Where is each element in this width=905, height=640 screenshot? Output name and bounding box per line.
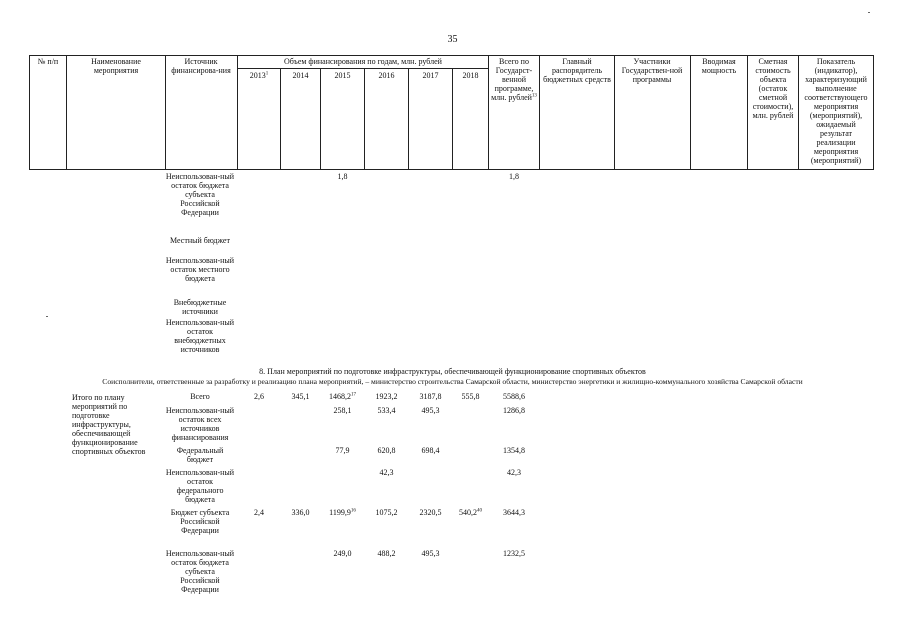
value-2015: 1,8 (337, 172, 348, 181)
plan-source-cell: Всего (190, 392, 210, 401)
header-volume: Объем финансирования по годам, млн. рублей (284, 57, 442, 66)
plan-value-y2013: 2,6 (254, 392, 264, 401)
plan-value-y2014: 336,0 (291, 508, 310, 517)
header-year-2013: 2013$^1$ (249, 71, 269, 80)
source-cell: Местный бюджет (170, 236, 230, 245)
header-capacity: Вводимая мощность (701, 57, 737, 75)
header-total: Всего по Государст-венной программе, млн. рублей$^{13}$ (491, 57, 537, 102)
plan-value-y2017: 495,3 (421, 549, 440, 558)
plan-value-y2017: 2320,5 (419, 508, 442, 517)
scan-speck (868, 12, 870, 13)
plan-value-y2016: 488,2 (377, 549, 396, 558)
header-source: Источник финансирова-ния (171, 57, 231, 75)
value-total: 1,8 (509, 172, 519, 181)
plan-value-y2015: 1468,2$^{17}$ (329, 392, 356, 401)
header-name: Наименование мероприятия (91, 57, 141, 75)
plan-value-y2014: 345,1 (291, 392, 310, 401)
plan-value-total: 1286,8 (503, 406, 525, 415)
plan-value-y2017: 3187,8 (419, 392, 442, 401)
header-manager: Главный распорядитель бюджетных средств (543, 57, 611, 84)
plan-value-total: 1232,5 (503, 549, 525, 558)
header-participants: Участники Государствен-ной программы (621, 57, 683, 84)
plan-value-y2013: 2,4 (254, 508, 264, 517)
plan-source-cell: Неиспользован-ный остаток бюджета субъекта Российской Федерации (165, 549, 235, 594)
plan-value-y2015: 77,9 (335, 446, 350, 455)
plan-source-cell: Бюджет субъекта Российской Федерации (170, 508, 230, 535)
plan-source-cell: Неиспользован-ный остаток федерального бюджета (165, 468, 235, 504)
scan-speck (46, 316, 48, 317)
plan-value-y2016: 533,4 (377, 406, 396, 415)
plan-value-y2017: 495,3 (421, 406, 440, 415)
header-year-2016: 2016 (378, 71, 395, 80)
header-year-2018: 2018 (462, 71, 479, 80)
plan-value-total: 1354,8 (503, 446, 525, 455)
plan-value-y2015: 258,1 (333, 406, 352, 415)
header-year-2014: 2014 (292, 71, 309, 80)
plan-name: Итого по плану мероприятий по подготовке инфраструктуры, обеспечивающей функционирование спортивных объектов (72, 393, 146, 456)
header-cost: Сметная стоимость объекта (остаток сметной стоимости), млн. рублей (752, 57, 794, 120)
source-cell: Неиспользован-ный остаток внебюджетных источников (165, 318, 235, 354)
source-cell: Неиспользован-ный остаток местного бюджета (165, 256, 235, 283)
plan-value-y2016: 1923,2 (375, 392, 398, 401)
plan-value-y2018: 540,2$^{40}$ (459, 508, 482, 517)
header-indicator: Показатель (индикатор), характеризующий выполнение соответствующего мероприятия (мероприятий), ожидаемый результат реализации мероприятия (мероприятий) (804, 57, 868, 165)
page-number: 35 (447, 34, 458, 45)
plan-value-total: 3644,3 (503, 508, 525, 517)
source-cell: Внебюджетные источники (173, 298, 227, 316)
plan-value-total: 42,3 (507, 468, 521, 477)
plan-value-y2016: 620,8 (377, 446, 396, 455)
plan-value-y2015: 249,0 (333, 549, 352, 558)
source-cell: Неиспользован-ный остаток бюджета субъекта Российской Федерации (165, 172, 235, 217)
plan-value-y2017: 698,4 (421, 446, 440, 455)
header-year-2015: 2015 (334, 71, 351, 80)
header-no: № п/п (37, 57, 59, 66)
plan-value-y2018: 555,8 (461, 392, 480, 401)
plan-value-y2016: 42,3 (379, 468, 394, 477)
plan-source-cell: Неиспользован-ный остаток всех источников финансирования (165, 406, 235, 442)
plan-source-cell: Федеральный бюджет (176, 446, 224, 464)
section-title: 8. План мероприятий по подготовке инфраструктуры, обеспечивающей функционирование спортивных объектов (259, 367, 646, 376)
plan-value-y2016: 1075,2 (375, 508, 398, 517)
plan-value-y2015: 1199,9$^{16}$ (329, 508, 356, 517)
header-year-2017: 2017 (422, 71, 439, 80)
plan-value-total: 5588,6 (503, 392, 525, 401)
section-coexecutors: Соисполнители, ответственные за разработку и реализацию плана мероприятий, – министерство строительства Самарской области, министерство энергетики и жилищно-коммунального хозяйства Самарской области (102, 377, 803, 386)
